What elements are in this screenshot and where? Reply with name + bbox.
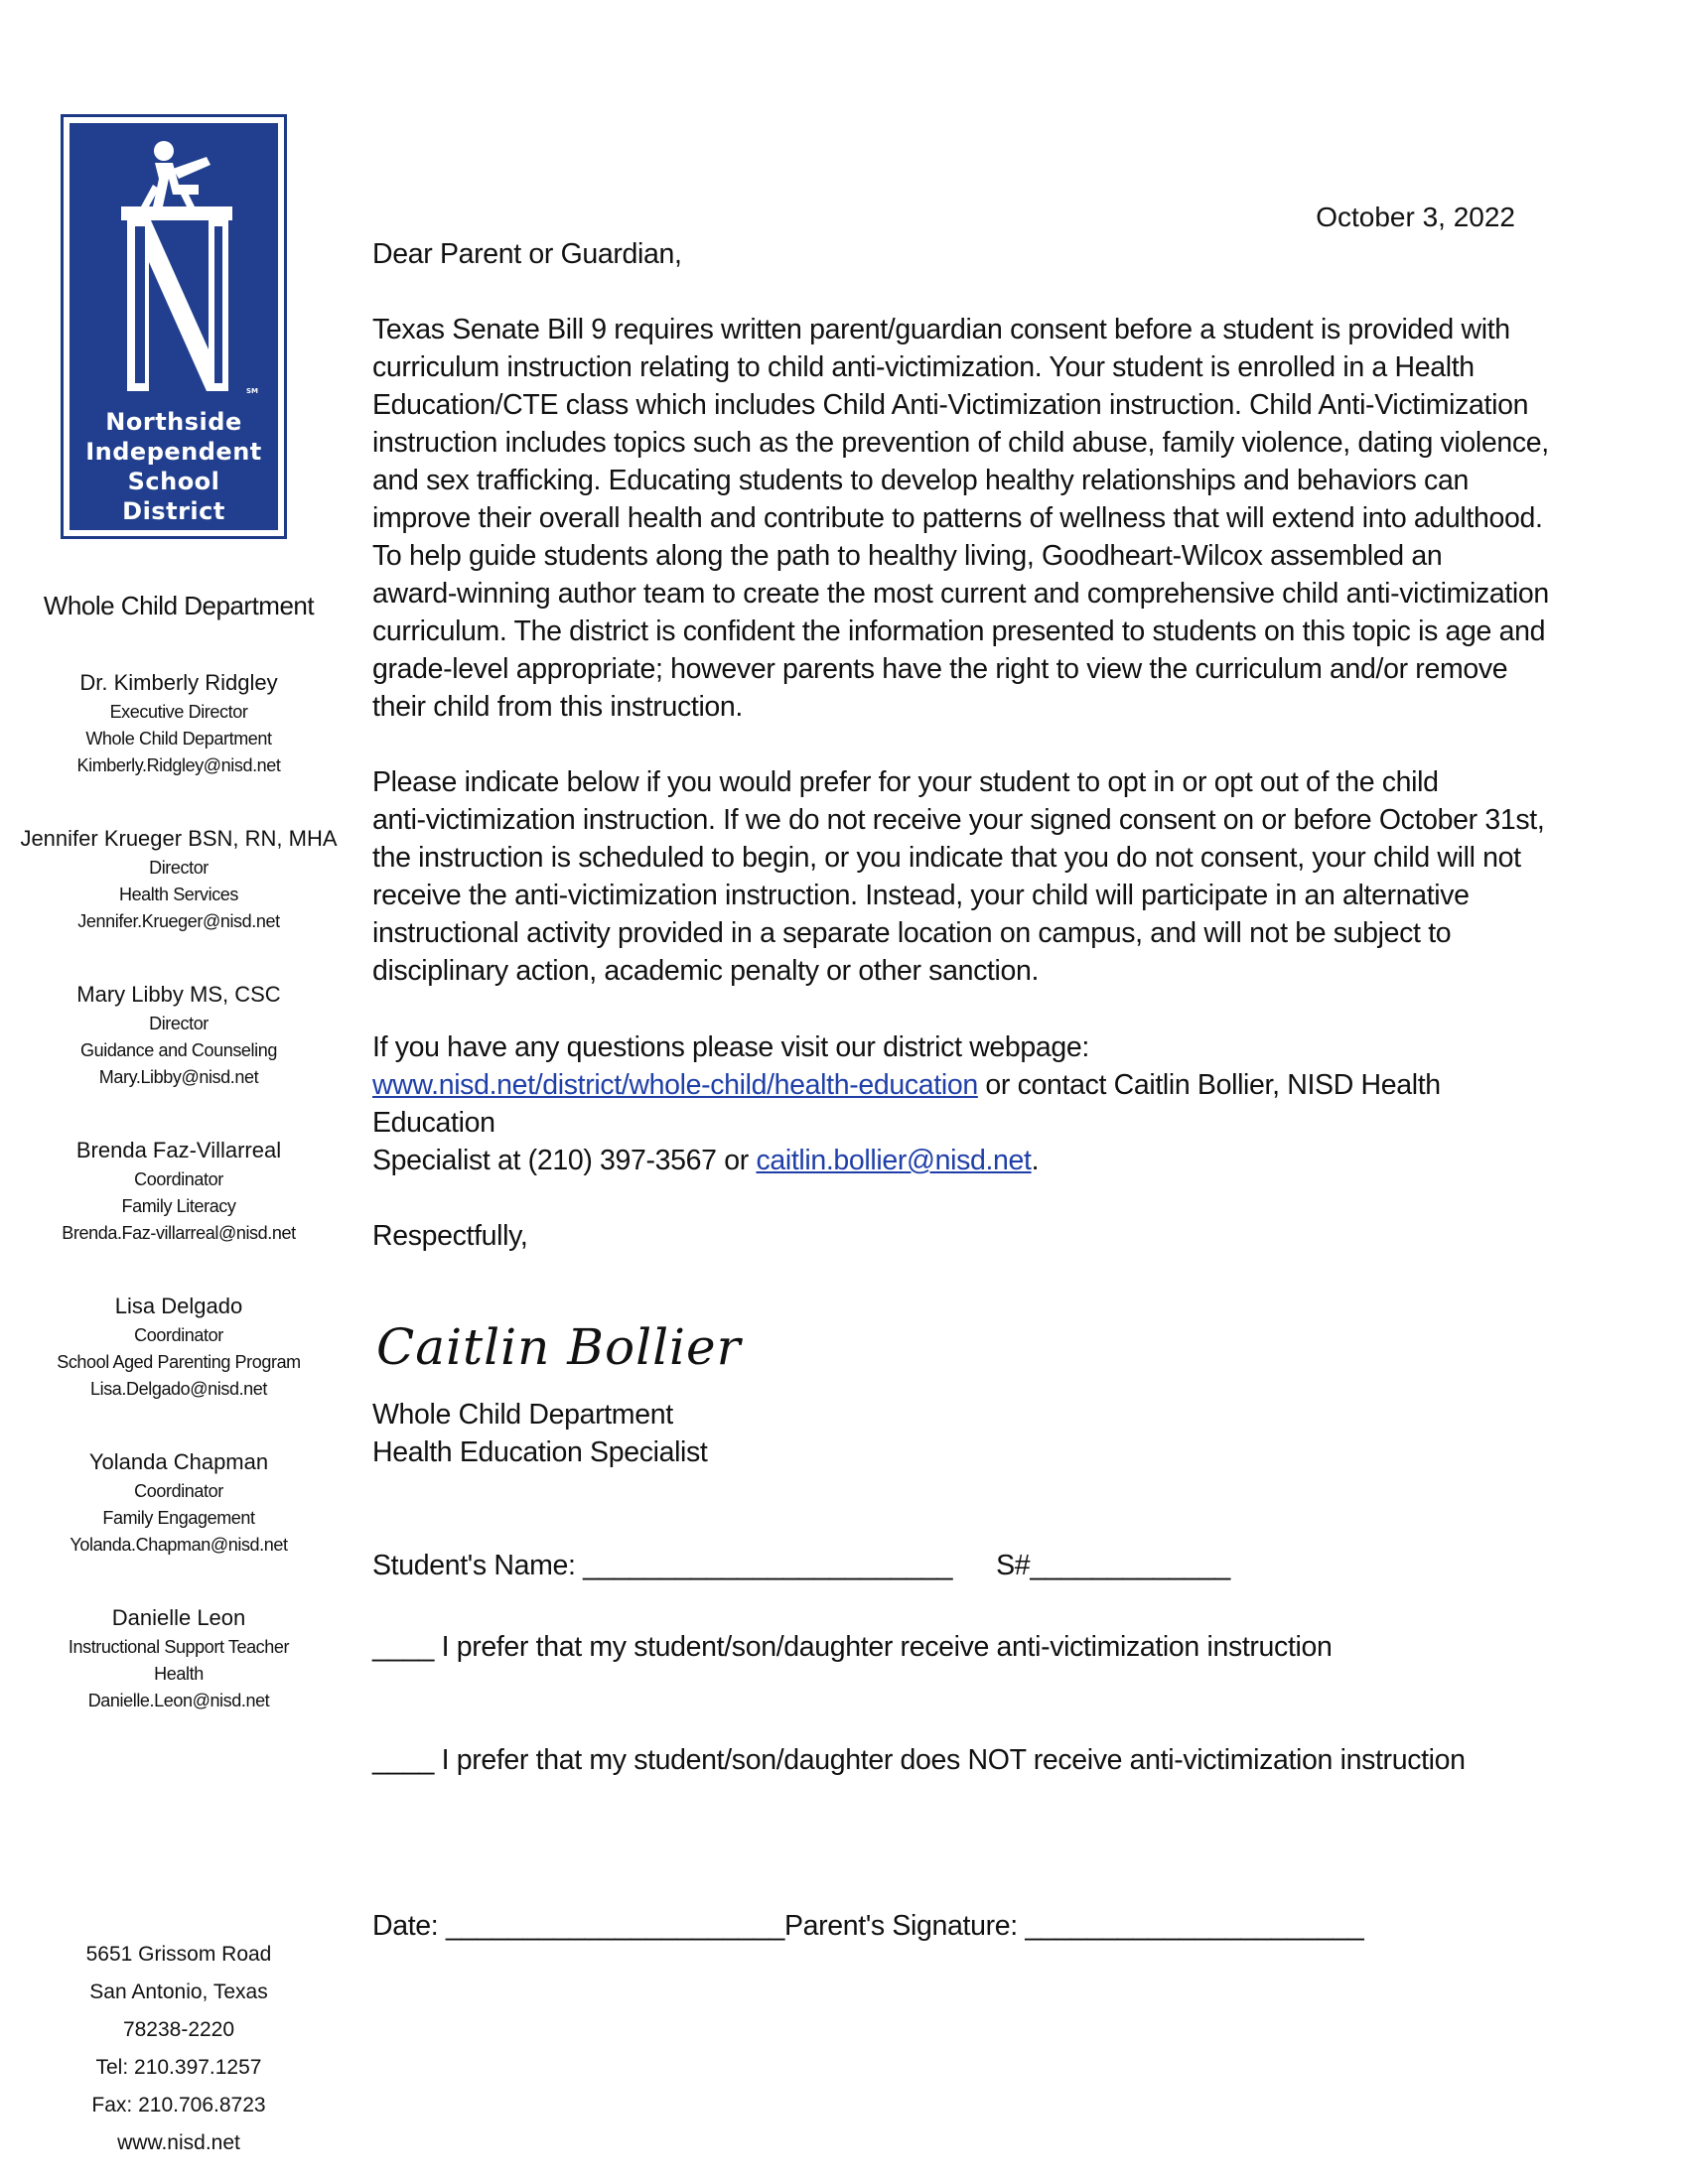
staff-entry (0, 1291, 357, 1446)
paragraph-line: curriculum instruction relating to child anti-victimization. Your student is enrolled in a Health (372, 351, 1475, 383)
staff-title: Coordinator (134, 1169, 223, 1189)
opt-out-checkbox-blank[interactable]: ____ (372, 1744, 435, 1776)
staff-title: Director (149, 1014, 209, 1033)
paragraph-opt (372, 763, 1564, 990)
paragraph-line: Education/CTE class which includes Child Anti-Victimization instruction. Child Anti-Victimization (372, 389, 1529, 421)
department-title: Whole Child Department (43, 591, 315, 620)
staff-entry (0, 979, 357, 1135)
staff-department: School Aged Parenting Program (57, 1352, 301, 1372)
paragraph-line: grade-level appropriate; however parents have the right to view the curriculum and/or remove (372, 653, 1508, 685)
logo-line-1: Northside (105, 408, 242, 436)
staff-email: Jennifer.Krueger@nisd.net (77, 911, 280, 931)
district-logo (61, 114, 287, 539)
staff-name: Brenda Faz-Villarreal (75, 1138, 282, 1162)
paragraph-line: Please indicate below if you would prefer for your student to opt in or opt out of the child (372, 766, 1439, 798)
paragraph-line: instruction includes topics such as the prevention of child abuse, family violence, dating violence, (372, 427, 1549, 459)
staff-entry (0, 1602, 357, 1758)
letter-body (372, 0, 1564, 2184)
staff-title: Instructional Support Teacher (68, 1637, 290, 1657)
sidebar (0, 0, 357, 2184)
address-phone: Tel: 210.397.1257 (95, 2056, 262, 2079)
signer-title: Health Education Specialist (372, 1436, 708, 1468)
staff-entry (0, 1135, 357, 1291)
logo-line-2: Independent (85, 438, 262, 466)
staff-entry (0, 667, 357, 823)
staff-email: Kimberly.Ridgley@nisd.net (76, 755, 281, 775)
staff-entry (0, 823, 357, 979)
staff-name: Mary Libby MS, CSC (76, 982, 281, 1007)
address-website: www.nisd.net (117, 2131, 240, 2154)
email-link[interactable]: caitlin.bollier@nisd.net (756, 1145, 1032, 1176)
paragraph-line: disciplinary action, academic penalty or other sanction. (372, 955, 1040, 987)
staff-title: Coordinator (134, 1325, 223, 1345)
salutation: Dear Parent or Guardian, (372, 238, 682, 270)
date-field[interactable]: ______________________ (445, 1910, 784, 1942)
paragraph-line: To help guide students along the path to healthy living, Goodheart-Wilcox assembled an (372, 540, 1443, 572)
closing: Respectfully, (372, 1220, 528, 1252)
contact-line (372, 1066, 1564, 1142)
paragraph-line: anti-victimization instruction. If we do not receive your signed consent on or before October 31st, (372, 804, 1545, 836)
staff-directory (0, 667, 357, 1758)
signature-row (372, 1907, 1363, 1945)
address-zip: 78238-2220 (122, 2018, 235, 2041)
student-name-label: Student's Name: (372, 1550, 584, 1581)
address-fax: Fax: 210.706.8723 (91, 2094, 266, 2116)
webpage-link[interactable]: www.nisd.net/district/whole-child/health-education (372, 1069, 978, 1101)
student-info-row (372, 1547, 1230, 1584)
staff-name: Jennifer Krueger BSN, RN, MHA (20, 826, 338, 851)
staff-email: Danielle.Leon@nisd.net (87, 1691, 270, 1710)
staff-email: Yolanda.Chapman@nisd.net (70, 1535, 288, 1555)
logo-wordmark (70, 407, 278, 526)
handwritten-signature: Caitlin Bollier (376, 1318, 742, 1376)
paragraph-line: the instruction is scheduled to begin, or you indicate that you do not consent, your child will not (372, 842, 1521, 874)
logo-line-3: School (127, 468, 220, 495)
staff-title: Director (149, 858, 209, 878)
paragraph-line: improve their overall health and contribute to patterns of wellness that will extend into adulthood. (372, 502, 1543, 534)
signer-department: Whole Child Department (372, 1399, 673, 1431)
date-label: Date: (372, 1910, 446, 1942)
opt-in-checkbox-blank[interactable]: ____ (372, 1631, 435, 1663)
signer-block (372, 1396, 1564, 1471)
opt-in-text: I prefer that my student/son/daughter receive anti-victimization instruction (434, 1631, 1333, 1663)
questions-line: If you have any questions please visit our district webpage: (372, 1031, 1090, 1063)
logo-line-4: District (122, 497, 225, 525)
student-name-field[interactable]: ________________________ (583, 1550, 953, 1581)
student-number-label: S# (996, 1550, 1031, 1581)
staff-department: Whole Child Department (85, 729, 272, 749)
contact-text: or contact Caitlin Bollier, NISD Health Education (372, 1069, 1441, 1139)
staff-name: Yolanda Chapman (88, 1449, 269, 1474)
staff-email: Lisa.Delgado@nisd.net (90, 1379, 267, 1399)
letter-date: October 3, 2022 (1316, 202, 1515, 232)
staff-email: Brenda.Faz-villarreal@nisd.net (62, 1223, 296, 1243)
address-city: San Antonio, Texas (89, 1980, 268, 2003)
staff-title: Executive Director (109, 702, 248, 722)
opt-in-row (372, 1628, 1333, 1666)
paragraph-line: award-winning author team to create the most current and comprehensive child anti-victimization (372, 578, 1549, 610)
service-mark: SM (246, 387, 259, 395)
logo-panel (70, 123, 278, 530)
paragraph-line: instructional activity provided in a separate location on campus, and will not be subject to (372, 917, 1452, 949)
student-number-field[interactable]: _____________ (1030, 1550, 1230, 1581)
address-street: 5651 Grissom Road (85, 1943, 272, 1966)
paragraph-line: Texas Senate Bill 9 requires written parent/guardian consent before a student is provided with (372, 314, 1510, 345)
staff-department: Health Services (118, 885, 239, 904)
paragraph-line: their child from this instruction. (372, 691, 743, 723)
staff-department: Family Literacy (121, 1196, 236, 1216)
parent-signature-field[interactable]: ______________________ (1025, 1910, 1364, 1942)
specialist-text: Specialist at (210) 397-3567 or (372, 1145, 757, 1176)
paragraph-consent (372, 311, 1564, 726)
period: . (1031, 1145, 1040, 1176)
staff-name: Dr. Kimberly Ridgley (79, 670, 278, 695)
staff-department: Guidance and Counseling (80, 1040, 277, 1060)
staff-name: Lisa Delgado (114, 1294, 243, 1318)
paragraph-line: and sex trafficking. Educating students to develop healthy relationships and behaviors can (372, 465, 1469, 496)
paragraph-line: curriculum. The district is confident the information presented to students on this topic is age and (372, 615, 1546, 647)
staff-email: Mary.Libby@nisd.net (98, 1067, 259, 1087)
staff-entry (0, 1446, 357, 1602)
staff-title: Coordinator (134, 1481, 223, 1501)
opt-out-row (372, 1741, 1466, 1779)
specialist-line (372, 1142, 1564, 1179)
staff-department: Family Engagement (102, 1508, 255, 1528)
paragraph-questions (372, 1028, 1564, 1179)
staff-name: Danielle Leon (111, 1605, 246, 1630)
paragraph-line: receive the anti-victimization instruction. Instead, your child will participate in an alternative (372, 880, 1470, 911)
opt-out-text: I prefer that my student/son/daughter does NOT receive anti-victimization instruction (434, 1744, 1466, 1776)
staff-department: Health (154, 1664, 204, 1684)
district-address (0, 1936, 357, 2162)
parent-signature-label: Parent's Signature: (783, 1910, 1026, 1942)
